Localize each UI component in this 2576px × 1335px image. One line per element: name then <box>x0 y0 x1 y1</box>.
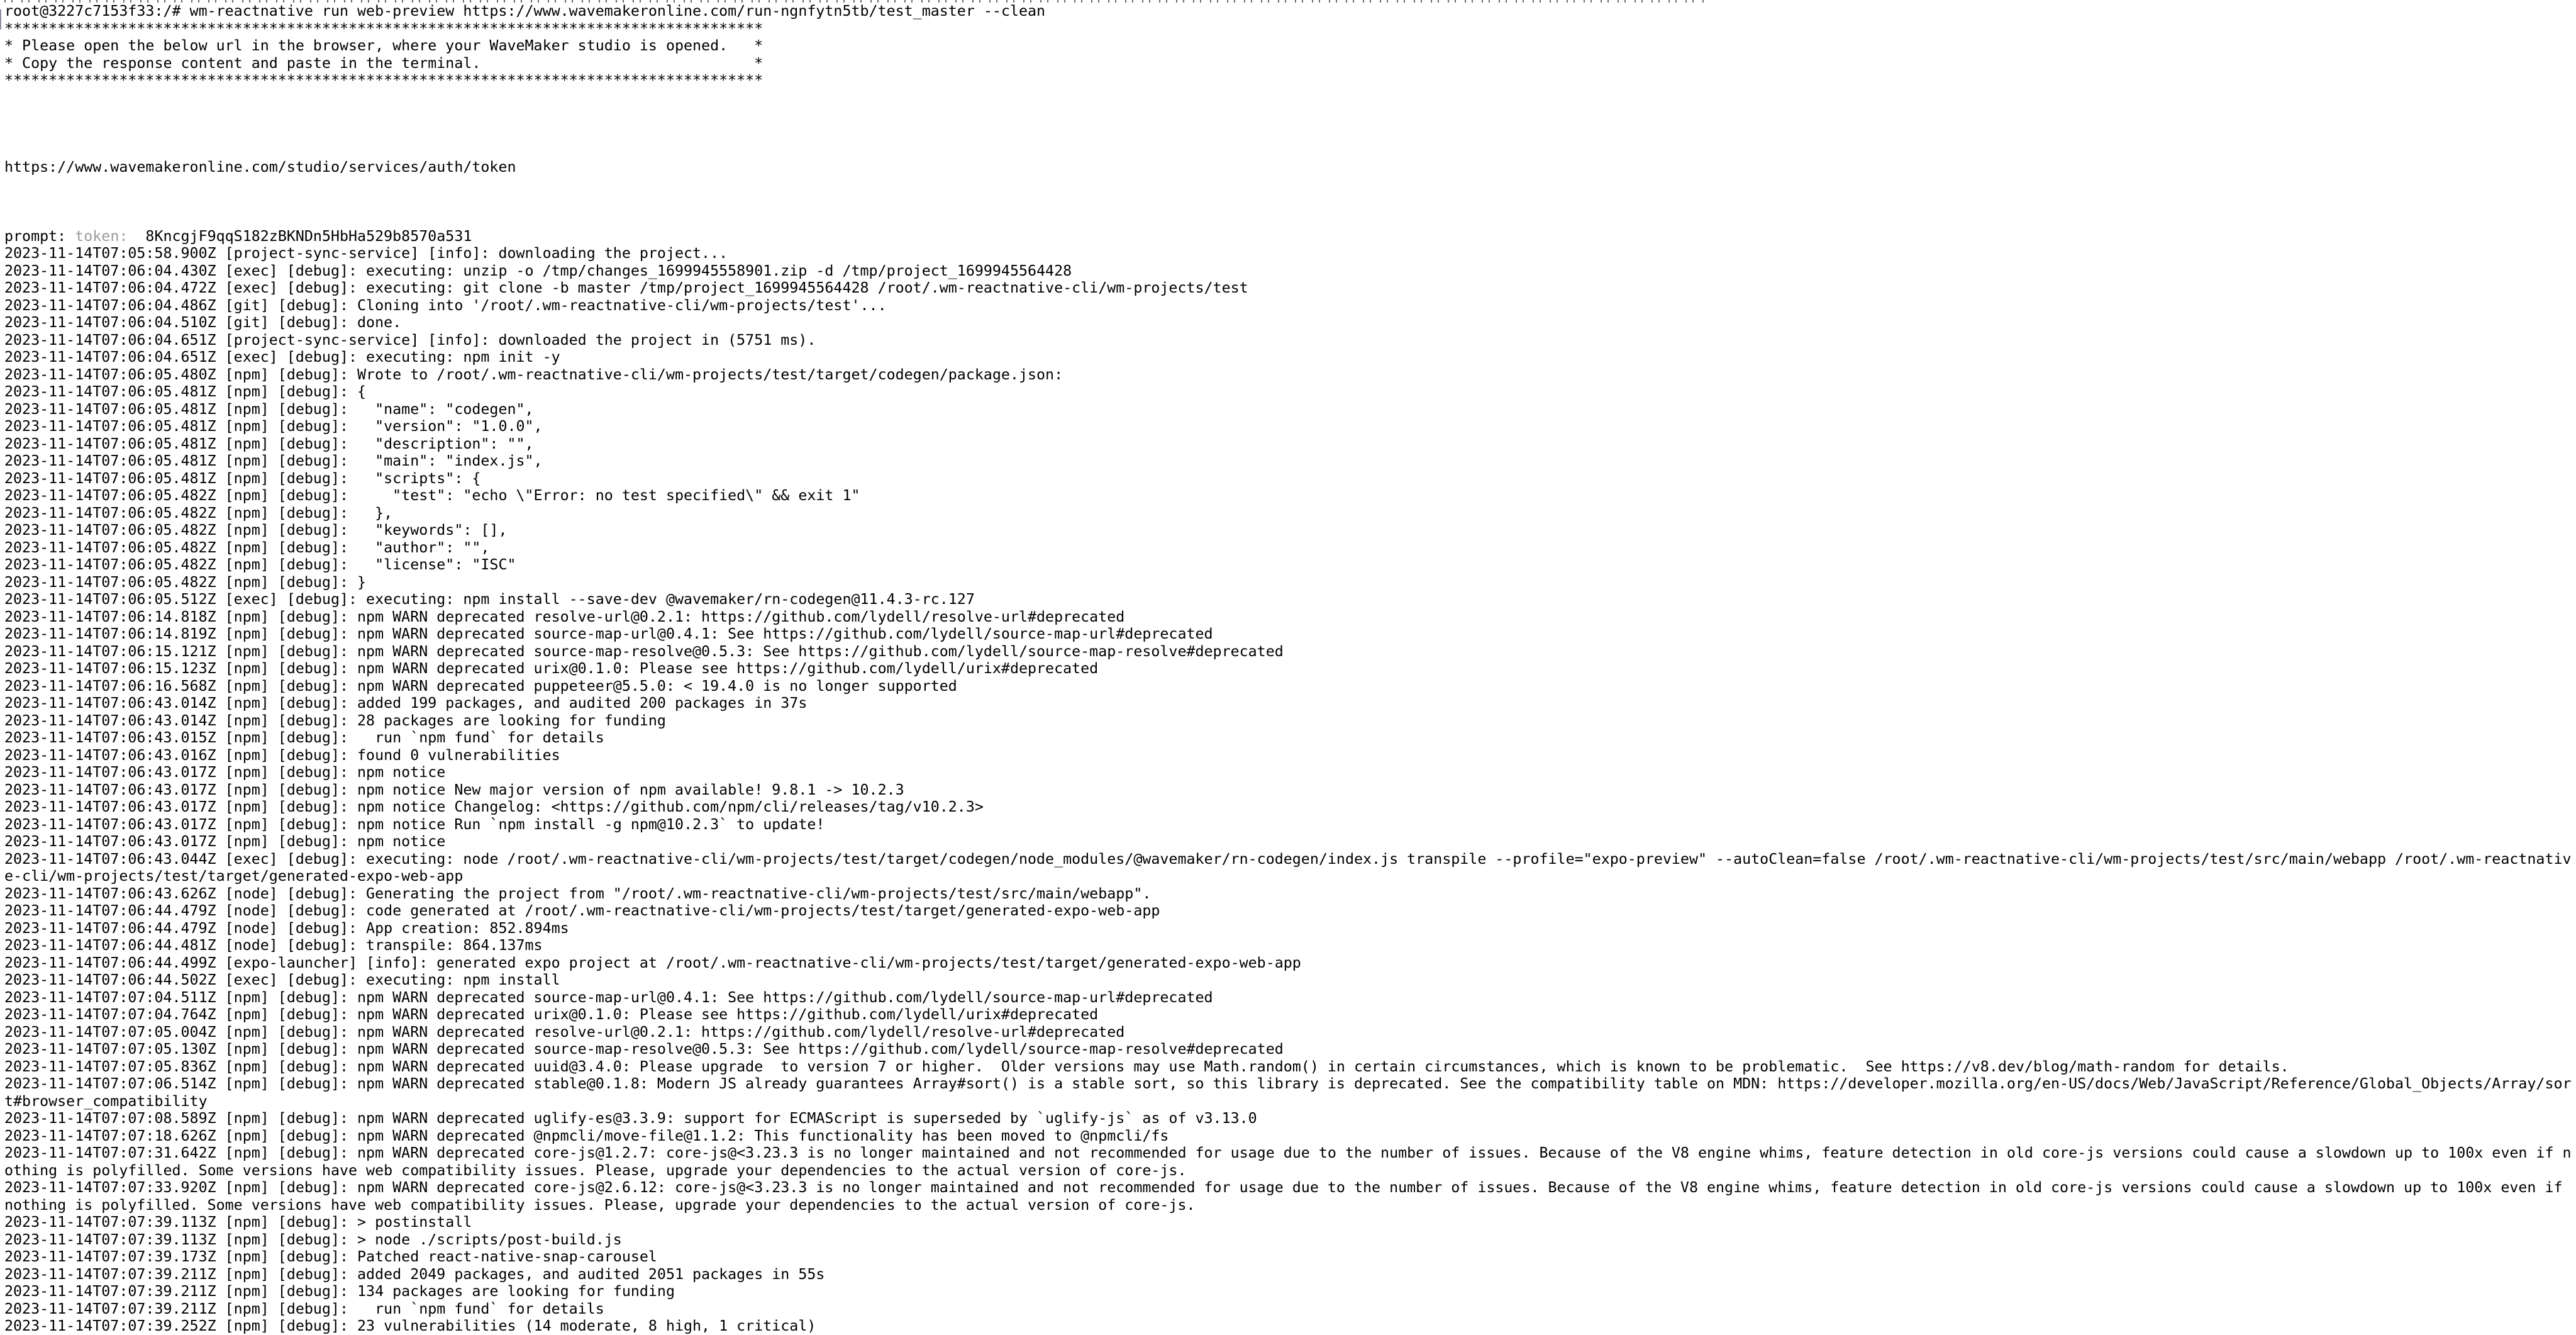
terminal-line: 2023-11-14T07:06:04.651Z [project-sync-service] [info]: downloaded the project in (5751 ms). <box>4 331 816 349</box>
terminal-line: 2023-11-14T07:06:44.479Z [node] [debug]: code generated at /root/.wm-reactnative-cli/wm-projects/test/target/generated-expo-web-app <box>4 902 1160 919</box>
terminal-line: 2023-11-14T07:06:15.121Z [npm] [debug]: npm WARN deprecated source-map-resolve@0.5.3: See https://github.com/lydell/source-map-resolve#deprecated <box>4 642 1284 660</box>
terminal-line: 2023-11-14T07:07:39.211Z [npm] [debug]: 134 packages are looking for funding <box>4 1283 675 1300</box>
terminal-line: 2023-11-14T07:06:05.482Z [npm] [debug]: } <box>4 573 367 591</box>
terminal-line: 2023-11-14T07:06:43.017Z [npm] [debug]: npm notice Run `npm install -g npm@10.2.3` to update! <box>4 815 825 833</box>
terminal-line <box>4 193 2576 211</box>
terminal-line: 2023-11-14T07:06:43.014Z [npm] [debug]: added 199 packages, and audited 200 packages in 37s <box>4 695 808 712</box>
terminal-line: 2023-11-14T07:06:43.017Z [npm] [debug]: npm notice New major version of npm available! 9.8.1 -> 10.2.3 <box>4 781 904 798</box>
terminal-line: 2023-11-14T07:06:44.479Z [node] [debug]: App creation: 852.894ms <box>4 919 569 937</box>
terminal-line: 2023-11-14T07:07:39.211Z [npm] [debug]: run `npm fund` for details <box>4 1300 604 1317</box>
terminal-line: 2023-11-14T07:06:05.481Z [npm] [debug]: "scripts": { <box>4 469 481 487</box>
terminal-line: 2023-11-14T07:06:44.499Z [expo-launcher] [info]: generated expo project at /root/.wm-reactnative-cli/wm-projects/test/target/generated-expo-web-app <box>4 954 1301 971</box>
terminal-line: 2023-11-14T07:06:05.481Z [npm] [debug]: "version": "1.0.0", <box>4 418 543 435</box>
terminal-line: 2023-11-14T07:06:04.510Z [git] [debug]: done. <box>4 314 402 331</box>
terminal-line: 2023-11-14T07:06:05.482Z [npm] [debug]: "keywords": [], <box>4 522 508 539</box>
terminal-line: 2023-11-14T07:06:43.015Z [npm] [debug]: run `npm fund` for details <box>4 729 604 746</box>
prompt-label: prompt: <box>4 227 75 245</box>
terminal-line: 2023-11-14T07:07:05.004Z [npm] [debug]: npm WARN deprecated resolve-url@0.2.1: https://github.com/lydell/resolve-url#deprecated <box>4 1023 1125 1041</box>
clipped-bracket-artifact <box>0 9 1 30</box>
terminal-line: 2023-11-14T07:06:15.123Z [npm] [debug]: npm WARN deprecated urix@0.1.0: Please see https://github.com/lydell/urix#deprecated <box>4 660 1099 677</box>
terminal-line <box>4 228 2576 245</box>
terminal-line: 2023-11-14T07:06:05.481Z [npm] [debug]: { <box>4 383 367 400</box>
terminal-line: 2023-11-14T07:06:43.014Z [npm] [debug]: 28 packages are looking for funding <box>4 712 666 729</box>
terminal-line: 2023-11-14T07:06:05.512Z [exec] [debug]: executing: npm install --save-dev @wavemaker/rn-codegen@11.4.3-rc.127 <box>4 591 975 608</box>
terminal-line <box>4 124 2576 142</box>
terminal-line: 2023-11-14T07:07:08.589Z [npm] [debug]: npm WARN deprecated uglify-es@3.3.9: support for ECMAScript is superseded by `uglify-js` as of v3.13.0 <box>4 1110 1257 1127</box>
terminal-line: 2023-11-14T07:06:43.016Z [npm] [debug]: found 0 vulnerabilities <box>4 746 560 764</box>
terminal-line: * Please open the below url in the browser, where your WaveMaker studio is opened. * <box>4 37 763 54</box>
terminal-line <box>4 89 2576 107</box>
terminal-line: 2023-11-14T07:06:44.481Z [node] [debug]: transpile: 864.137ms <box>4 937 543 954</box>
terminal-line: 2023-11-14T07:05:58.900Z [project-sync-service] [info]: downloading the project... <box>4 245 728 262</box>
terminal-line: 2023-11-14T07:06:43.017Z [npm] [debug]: npm notice <box>4 764 446 781</box>
terminal-line: 2023-11-14T07:07:39.173Z [npm] [debug]: Patched react-native-snap-carousel <box>4 1248 657 1265</box>
terminal-line: 2023-11-14T07:06:05.482Z [npm] [debug]: "test": "echo \"Error: no test specified\" && exit 1" <box>4 487 860 504</box>
terminal-line: 2023-11-14T07:07:04.511Z [npm] [debug]: npm WARN deprecated source-map-url@0.4.1: See https://github.com/lydell/source-map-url#deprecated <box>4 988 1213 1006</box>
terminal-line: 2023-11-14T07:07:39.211Z [npm] [debug]: added 2049 packages, and audited 2051 packages in 55s <box>4 1265 825 1283</box>
terminal-line: 2023-11-14T07:06:05.482Z [npm] [debug]: "author": "", <box>4 539 490 556</box>
terminal-line <box>4 210 2576 228</box>
terminal-line: nothing is polyfilled. Some versions have web compatibility issues. Please, upgrade your dependencies to the actual version of core-js. <box>4 1196 1196 1214</box>
terminal-output <box>4 3 2576 1335</box>
terminal-line: 2023-11-14T07:06:05.481Z [npm] [debug]: "description": "", <box>4 435 534 452</box>
terminal-line: 2023-11-14T07:07:33.920Z [npm] [debug]: npm WARN deprecated core-js@2.6.12: core-js@<3.23.3 is no longer maintained and not recommended for usage due to the number of issues. Because of the V8 engine whims, feature detection in old core-js versions could cause a slowdown up to 100x even if <box>4 1179 2563 1196</box>
terminal-line: 2023-11-14T07:07:06.514Z [npm] [debug]: npm WARN deprecated stable@0.1.8: Modern JS already guarantees Array#sort() is a stable sort, so this library is deprecated. See the compatibility table on MDN: https://developer.mozilla.org/en-US/docs/Web/JavaScript/Reference/Global_Objects/Array/sor <box>4 1075 2572 1092</box>
terminal-line: 2023-11-14T07:06:43.626Z [node] [debug]: Generating the project from "/root/.wm-reactnative-cli/wm-projects/test/src/main/webapp". <box>4 885 1152 902</box>
terminal-line: 2023-11-14T07:06:44.502Z [exec] [debug]: executing: npm install <box>4 971 560 988</box>
terminal-line: 2023-11-14T07:06:14.818Z [npm] [debug]: npm WARN deprecated resolve-url@0.2.1: https://github.com/lydell/resolve-url#deprecated <box>4 608 1125 625</box>
terminal-line <box>4 141 2576 159</box>
terminal-line: 2023-11-14T07:07:39.113Z [npm] [debug]: > node ./scripts/post-build.js <box>4 1231 622 1248</box>
terminal-line: 2023-11-14T07:06:43.044Z [exec] [debug]: executing: node /root/.wm-reactnative-cli/wm-projects/test/target/codegen/node_modules/@wavemaker/rn-codegen/index.js transpile --profile="expo-preview" --autoClean=false /root/.wm-reactnative-cli/wm-projects/test/src/main/webapp /root/.wm-reactnativ <box>4 850 2572 868</box>
terminal-line: ************************************************************************************** <box>4 72 763 89</box>
terminal-line: 2023-11-14T07:06:14.819Z [npm] [debug]: npm WARN deprecated source-map-url@0.4.1: See https://github.com/lydell/source-map-url#deprecated <box>4 625 1213 642</box>
terminal-line: 2023-11-14T07:06:43.017Z [npm] [debug]: npm notice Changelog: <https://github.com/npm/cli/releases/tag/v10.2.3> <box>4 798 984 815</box>
terminal-line <box>4 176 2576 193</box>
terminal-line: 2023-11-14T07:06:05.481Z [npm] [debug]: "name": "codegen", <box>4 400 534 418</box>
terminal-line: 2023-11-14T07:06:04.472Z [exec] [debug]: executing: git clone -b master /tmp/project_1699945564428 /root/.wm-reactnative-cli/wm-projects/test <box>4 279 1248 296</box>
terminal-line: 2023-11-14T07:06:05.481Z [npm] [debug]: "main": "index.js", <box>4 452 543 469</box>
terminal-line: 2023-11-14T07:06:16.568Z [npm] [debug]: npm WARN deprecated puppeteer@5.5.0: < 19.4.0 is no longer supported <box>4 677 957 695</box>
terminal-line: 2023-11-14T07:06:04.486Z [git] [debug]: Cloning into '/root/.wm-reactnative-cli/wm-projects/test'... <box>4 296 887 314</box>
terminal-line: * Copy the response content and paste in the terminal. * <box>4 54 763 72</box>
terminal-line: 2023-11-14T07:07:39.252Z [npm] [debug]: 23 vulnerabilities (14 moderate, 8 high, 1 critical) <box>4 1317 816 1334</box>
terminal-line: 2023-11-14T07:06:05.480Z [npm] [debug]: Wrote to /root/.wm-reactnative-cli/wm-projects/test/target/codegen/package.json: <box>4 366 1063 383</box>
terminal-line: 2023-11-14T07:06:04.430Z [exec] [debug]: executing: unzip -o /tmp/changes_1699945558901.zip -d /tmp/project_1699945564428 <box>4 262 1072 279</box>
terminal-line: https://www.wavemakeronline.com/studio/services/auth/token <box>4 158 516 176</box>
terminal-line: t#browser_compatibility <box>4 1092 208 1110</box>
terminal-line: 2023-11-14T07:06:43.017Z [npm] [debug]: npm notice <box>4 833 446 850</box>
terminal-line: 2023-11-14T07:07:05.130Z [npm] [debug]: npm WARN deprecated source-map-resolve@0.5.3: See https://github.com/lydell/source-map-resolve#deprecated <box>4 1041 1284 1058</box>
terminal-line: 2023-11-14T07:06:05.482Z [npm] [debug]: }, <box>4 504 393 522</box>
terminal-line: 2023-11-14T07:06:05.482Z [npm] [debug]: "license": "ISC" <box>4 556 516 573</box>
terminal-line: 2023-11-14T07:07:05.836Z [npm] [debug]: npm WARN deprecated uuid@3.4.0: Please upgrade to version 7 or higher. Older versions may use Math.random() in certain circumstances, which is known to be problematic. See https://v8.dev/blog/math-random for details. <box>4 1058 2289 1075</box>
terminal-line: 2023-11-14T07:07:18.626Z [npm] [debug]: npm WARN deprecated @npmcli/move-file@1.1.2: This functionality has been moved to @npmcli/fs <box>4 1127 1169 1144</box>
terminal-line: 2023-11-14T07:06:04.651Z [exec] [debug]: executing: npm init -y <box>4 349 560 366</box>
terminal-line: ************************************************************************************** <box>4 20 763 37</box>
terminal-line <box>4 106 2576 124</box>
token-value: 8KncgjF9qqS182zBKNDn5HbHa529b8570a531 <box>128 227 472 245</box>
terminal-line: e-cli/wm-projects/test/target/generated-expo-web-app <box>4 868 464 885</box>
terminal-line: 2023-11-14T07:07:31.642Z [npm] [debug]: npm WARN deprecated core-js@1.2.7: core-js@<3.23.3 is no longer maintained and not recommended for usage due to the number of issues. Because of the V8 engine whims, feature detection in old core-js versions could cause a slowdown up to 100x even if n <box>4 1144 2572 1161</box>
terminal-line: othing is polyfilled. Some versions have web compatibility issues. Please, upgrade your dependencies to the actual version of core-js. <box>4 1161 1187 1179</box>
terminal-line: root@3227c7153f33:/# wm-reactnative run web-preview https://www.wavemakeronline.com/run-ngnfytn5tb/test_master --clean <box>4 3 1046 20</box>
terminal-line: 2023-11-14T07:07:39.113Z [npm] [debug]: > postinstall <box>4 1214 472 1231</box>
token-label: token: <box>75 227 128 245</box>
terminal-line: 2023-11-14T07:07:04.764Z [npm] [debug]: npm WARN deprecated urix@0.1.0: Please see https://github.com/lydell/urix#deprecated <box>4 1006 1099 1023</box>
